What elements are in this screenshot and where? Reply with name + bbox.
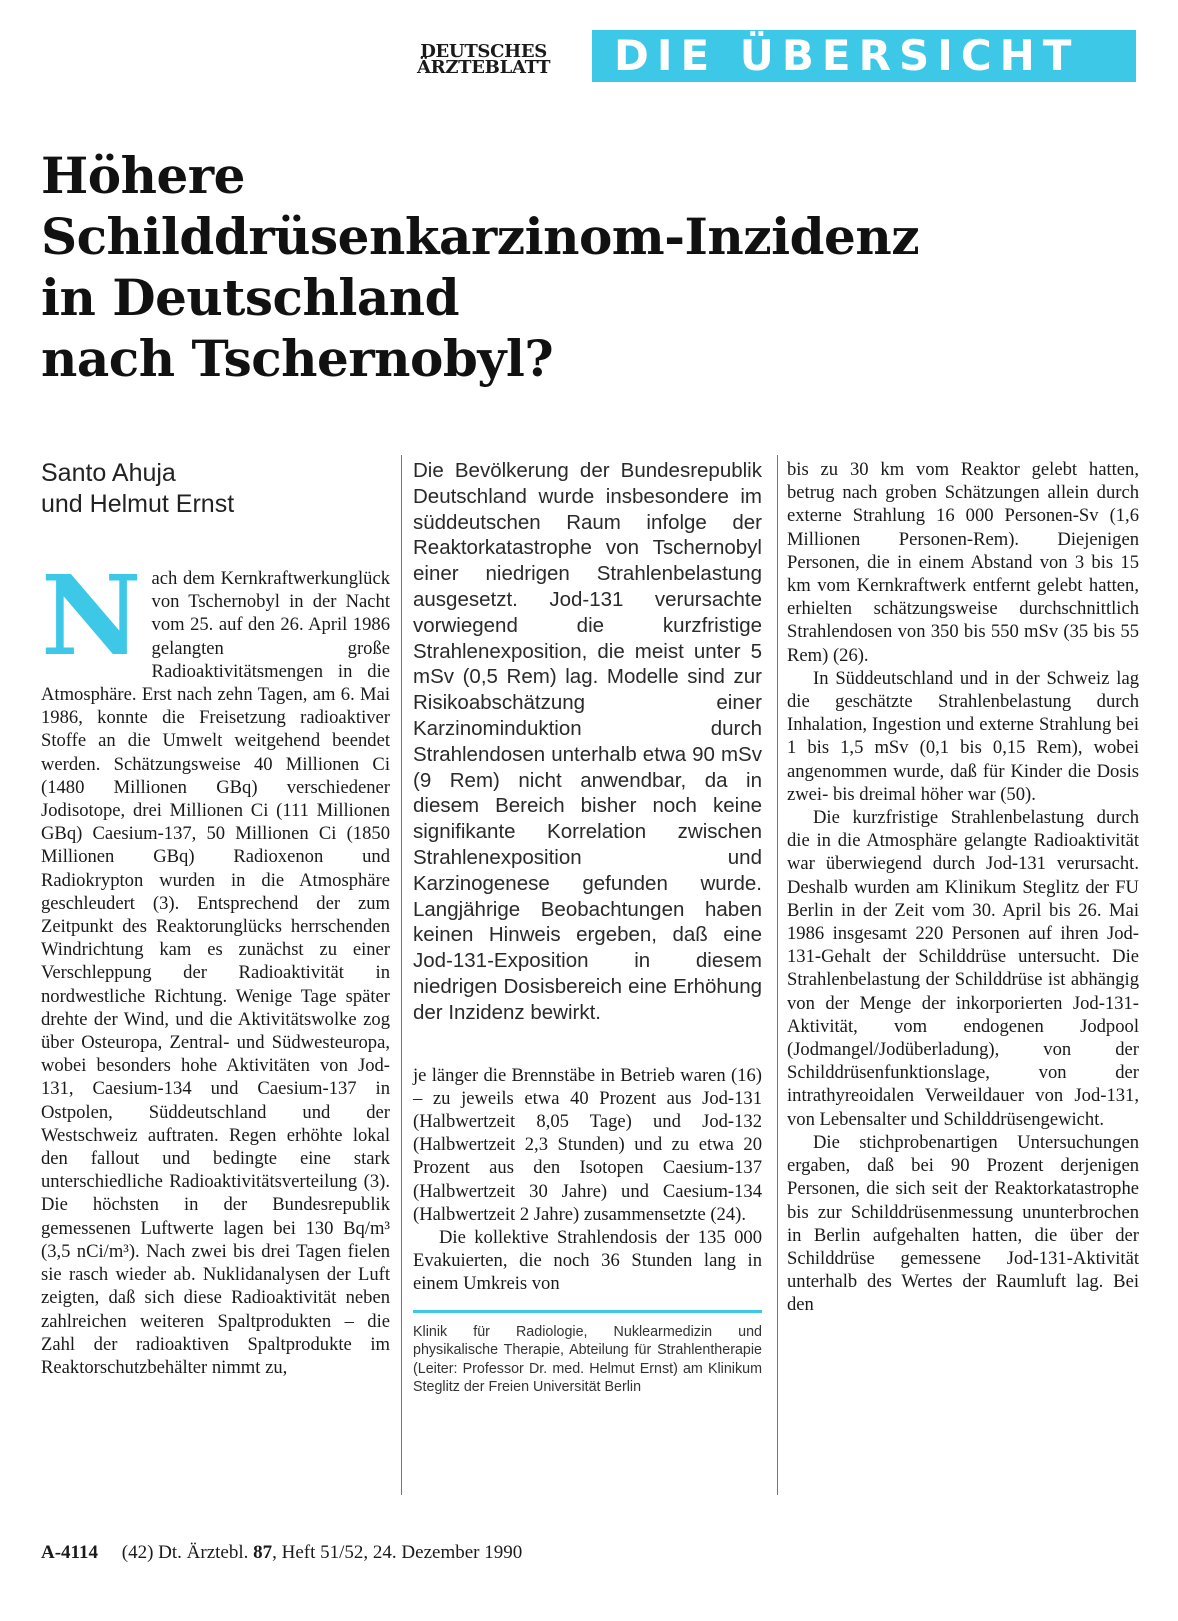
local-page-number: (42) <box>121 1542 154 1563</box>
author-line: Santo Ahuja <box>41 459 176 487</box>
section-banner <box>592 30 1136 82</box>
publication-name-line1: DEUTSCHES <box>420 41 547 62</box>
intro-paragraph <box>41 551 390 1379</box>
drop-cap: N <box>41 551 142 680</box>
author-line: und Helmut Ernst <box>41 490 235 518</box>
body-paragraph: In Süddeutschland und in der Schweiz lag die geschätzte Strahlenbelastung durch Inhalation, Ingestion und externe Strahlung bei 1 bis 1,5 mSv (0,1 bis 0,15 Rem), wobei angenommen wurde, daß für Kinder die Dosis zwei- bis dreimal höher war (50). <box>787 667 1139 805</box>
body-paragraph: je länger die Brennstäbe in Betrieb waren (16) – zu jeweils etwa 40 Prozent aus Jod-131 (Halbwertzeit 8,05 Tage) und Jod-132 (Halbwertzeit 2,3 Stunden) und zu etwa 20 Prozent aus den Isotopen Caesium-137 (Halbwertzeit 30 Jahre) und Caesium-134 (Halbwertzeit 2 Jahre) zusammensetzte (24). <box>413 1064 762 1225</box>
body-paragraph: Die stichprobenartigen Untersuchungen ergaben, daß bei 90 Prozent derjenigen Personen, die sich seit der Reaktorkatastrophe bis zur Schilddrüsenmessung ununterbrochen in Berlin aufgehalten hatten, die über der Schilddrüse gemessene Jod-131-Aktivität unterhalb des Wertes der Raumluft lag. Bei den <box>787 1131 1139 1316</box>
column-1 <box>41 458 390 1379</box>
affiliation-divider <box>413 1310 762 1313</box>
intro-text: ach dem Kernkraftwerkunglück von Tschernobyl in der Nacht vom 25. auf den 26. April 1986 gelangten große Radioaktivitätsmengen in die Atmosphäre. Erst nach zehn Tagen, am 6. Mai 1986, konnte die Freisetzung radioaktiver Stoffe an die Umwelt weitgehend beendet werden. Schätzungsweise 40 Millionen Ci (1480 Millionen GBq) verschiedener Jodisotope, drei Millionen Ci (111 Millionen GBq) Caesium-137, 50 Millionen Ci (1850 Millionen GBq) Radioxenon und Radiokrypton wurden in die Atmosphäre geschleudert (3). Entsprechend der zum Zeitpunkt des Reaktorunglücks herrschenden Windrichtung kam es zunächst zu einer Verschleppung der Radioaktivität in nordwestliche Richtung. Wenige Tage später drehte der Wind, und die Aktivitätswolke zog über Osteuropa, Zentral- und Südwesteuropa, wobei besonders hohe Aktivitäten von Jod-131, Caesium-134 und Caesium-137 in Ostpolen, Süddeutschland und der Westschweiz auftraten. Regen erhöhte lokal den fallout und bedingte eine stark unterschiedliche Radioaktivitätsverteilung (3). Die höchsten in der Bundesrepublik gemessenen Luftwerte lagen bei 130 Bq/m³ (3,5 nCi/m³). Nach zwei bis drei Tagen fielen sie rasch wieder ab. Nuklidanalysen der Luft zeigten, daß sich diese Radioaktivität neben zahlreichen weiteren Spaltprodukten – die Zahl der radioaktiven Spaltprodukte im Reaktorschutzbehälter nimmt zu, <box>41 568 390 1378</box>
title-line: Schilddrüsenkarzinom-Inzidenz <box>41 207 920 266</box>
title-line: Höhere <box>41 146 245 205</box>
column-2 <box>413 458 762 1397</box>
column-divider <box>777 455 778 1495</box>
publication-name-line2: ÄRZTEBLATT <box>417 57 551 78</box>
body-paragraph: bis zu 30 km vom Reaktor gelebt hatten, betrug nach groben Schätzungen allein durch externe Strahlung 16 000 Personen-Sv (1,6 Millionen Personen-Rem). Diejenigen Personen, die in einem Abstand von 3 bis 15 km vom Kernkraftwerk entfernt gelebt hatten, erhielten schätzungsweise durchschnittlich Strahlendosen von 350 bis 550 mSv (35 bis 55 Rem) (26). <box>787 459 1139 666</box>
author-byline <box>41 458 390 520</box>
journal-name: Dt. Ärztebl. <box>158 1542 249 1563</box>
abstract-paragraph: Die Bevölkerung der Bundesrepublik Deutschland wurde insbesondere im süddeutschen Raum infolge der Reaktorkatastrophe von Tschernobyl einer niedrigen Strahlenbelastung ausgesetzt. Jod-131 verursachte vorwiegend die kurzfristige Strahlenexposition, die meist unter 5 mSv (0,5 Rem) lag. Modelle sind zur Risikoabschätzung einer Karzinominduktion durch Strahlendosen unterhalb etwa 90 mSv (9 Rem) nicht anwendbar, da in diesem Bereich bisher noch keine signifikante Korrelation zwischen Strahlenexposition und Karzinogenese gefunden wurde. Langjährige Beobachtungen haben keinen Hinweis ergeben, daß eine Jod-131-Exposition in diesem niedrigen Dosisbereich eine Erhöhung der Inzidenz bewirkt. <box>413 459 762 1024</box>
author-affiliation: Klinik für Radiologie, Nuklearmedizin und physikalische Therapie, Abteilung für Strahlentherapie (Leiter: Professor Dr. med. Helmut Ernst) am Klinikum Steglitz der Freien Universität Berlin <box>413 1323 762 1396</box>
page-number: A-4114 <box>41 1542 98 1563</box>
title-line: nach Tschernobyl? <box>41 329 554 388</box>
column-divider <box>401 455 402 1495</box>
volume-number: 87 <box>253 1542 273 1563</box>
body-paragraph: Die kurzfristige Strahlenbelastung durch die in die Atmosphäre gelangte Radioaktivität war überwiegend durch Jod-131 verursacht. Deshalb wurden am Klinikum Steglitz der FU Berlin in der Zeit vom 30. April bis 26. Mai 1986 insgesamt 220 Personen auf ihren Jod-131-Gehalt der Schilddrüse untersucht. Die Strahlenbelastung der Schilddrüse ist abhängig von der Menge der inkorporierten Jod-131-Aktivität, vom endogenen Jodpool (Jodmangel/Jodüberladung), von der Schilddrüsenfunktionslage, von der intrathyreoidalen Verweildauer von Jod-131, von Lebensalter und Schilddrüsengewicht. <box>787 807 1139 1130</box>
body-paragraph: Die kollektive Strahlendosis der 135 000 Evakuierten, die noch 36 Stunden lang in einem Umkreis von <box>413 1226 762 1295</box>
page-footer <box>41 1542 522 1564</box>
masthead <box>0 30 1178 82</box>
column-3 <box>787 458 1139 1317</box>
article-title <box>41 145 1001 389</box>
publication-name <box>417 41 551 78</box>
issue-info: , Heft 51/52, 24. Dezember 1990 <box>272 1542 523 1563</box>
section-label: DIE ÜBERSICHT <box>614 31 1080 80</box>
title-line: in Deutschland <box>41 268 460 327</box>
